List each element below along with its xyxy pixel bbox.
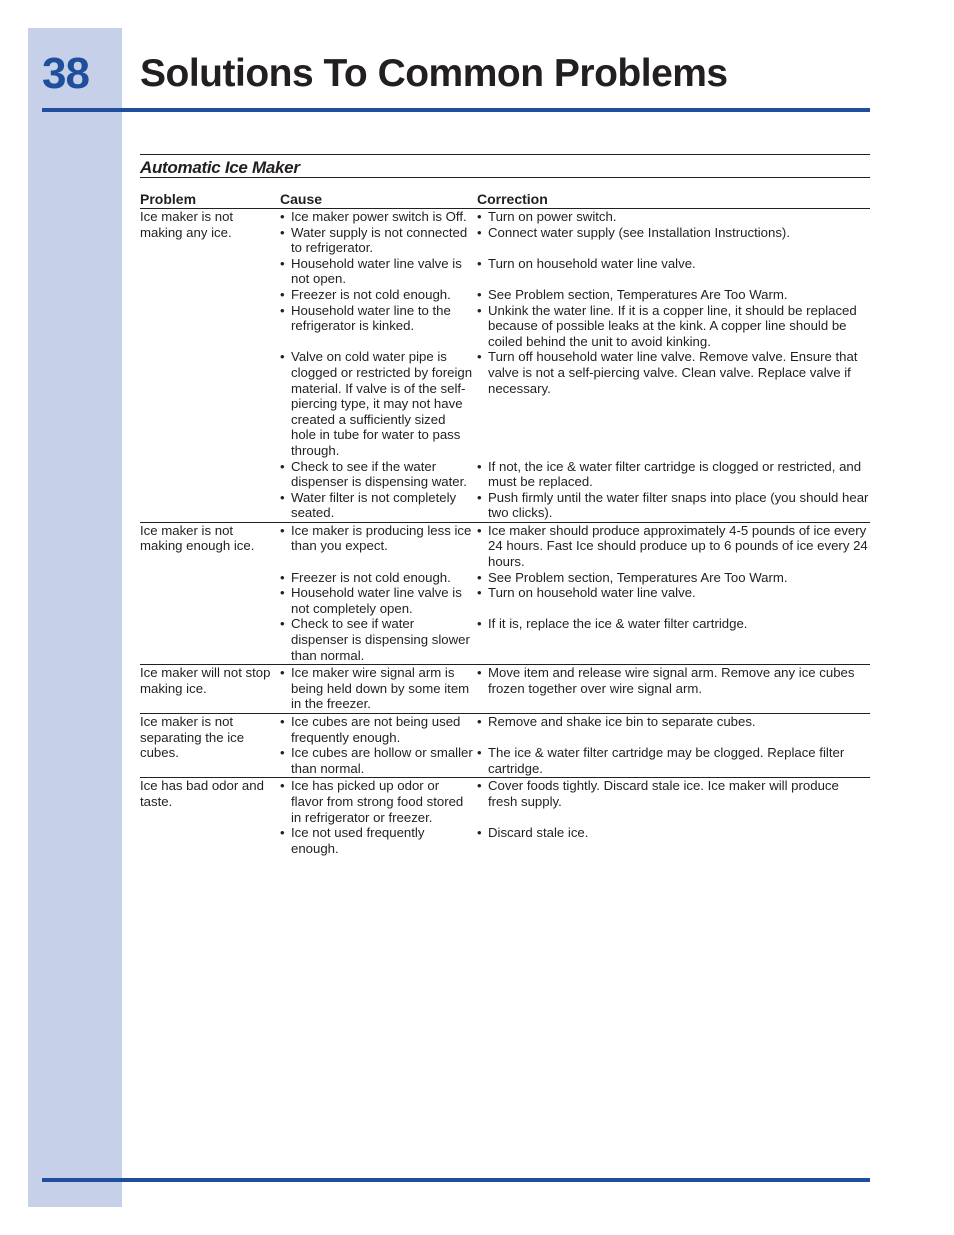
correction-text: Push firmly until the water filter snaps into place (you should hear two clicks). (488, 489, 869, 521)
problem-cell: Ice has bad odor and taste. (140, 778, 264, 809)
cause-correction-pair (140, 303, 870, 350)
cause-text: Valve on cold water pipe is clogged or restricted by foreign material. If valve is of the self-piercing type, it may not have created a sufficiently sized hole in tube for water to pass through. (291, 349, 473, 458)
bullet-icon: • (477, 349, 482, 365)
correction-text: The ice & water filter cartridge may be clogged. Replace filter cartridge. (488, 745, 845, 776)
correction-cell (477, 287, 870, 303)
cause-text: Freezer is not cold enough. (291, 569, 451, 585)
bullet-icon: • (280, 714, 285, 729)
header-rule (42, 108, 870, 112)
problem-header: Problem (140, 191, 197, 207)
cause-cell (280, 585, 477, 616)
bullet-icon: • (280, 745, 285, 761)
correction-text: Cover foods tightly. Discard stale ice. Ice maker will produce fresh supply. (488, 778, 839, 809)
cause-cell (280, 225, 477, 256)
bullet-icon: • (280, 458, 285, 474)
correction-text: Turn on household water line valve. (488, 255, 696, 271)
footer-rule (42, 1178, 870, 1182)
correction-text: Turn on power switch. (488, 209, 617, 224)
bullet-icon: • (477, 569, 482, 585)
cause-text: Check to see if the water dispenser is dispensing water. (291, 458, 467, 490)
bullet-icon: • (477, 489, 482, 505)
correction-cell (477, 303, 870, 350)
table-row (140, 209, 870, 523)
correction-cell (477, 209, 870, 225)
bullet-icon: • (477, 286, 482, 302)
cause-text: Water supply is not connected to refrigerator. (291, 224, 468, 256)
bullet-icon: • (280, 255, 285, 271)
cause-correction-pair (140, 256, 870, 287)
section-title: Automatic Ice Maker (140, 158, 300, 177)
cause-cell (280, 490, 477, 521)
cause-cell (280, 570, 477, 586)
troubleshooting-table (140, 191, 870, 857)
cause-text: Water filter is not completely seated. (291, 489, 457, 521)
bullet-icon: • (280, 522, 285, 538)
cause-text: Household water line to the refrigerator is kinked. (291, 302, 451, 334)
correction-cell (477, 256, 870, 287)
table-row (140, 523, 870, 665)
cause-correction-pair (140, 287, 870, 303)
correction-cell (477, 616, 870, 663)
bullet-icon: • (477, 745, 482, 761)
correction-cell (477, 745, 870, 776)
cause-cell (280, 714, 477, 745)
cause-text: Ice cubes are not being used frequently enough. (291, 714, 461, 745)
cause-cell (280, 256, 477, 287)
correction-cell (477, 570, 870, 586)
correction-text: Unkink the water line. If it is a copper line, it should be replaced because of possible leaks at the kink. A copper line should be coiled behind the unit to avoid kinking. (488, 302, 857, 349)
correction-text: Ice maker should produce approximately 4-5 pounds of ice every 24 hours. Fast Ice should produce up to 6 pounds of ice every 24 hours. (488, 522, 868, 570)
cause-correction-pair (140, 570, 870, 586)
cause-correction-pair (140, 616, 870, 663)
cause-text: Ice maker wire signal arm is being held down by some item in the freezer. (291, 665, 470, 712)
cause-text: Ice cubes are hollow or smaller than normal. (291, 745, 473, 776)
bullet-icon: • (477, 714, 482, 729)
bullet-icon: • (280, 825, 285, 841)
correction-text: Remove and shake ice bin to separate cubes. (488, 714, 756, 729)
page-number: 38 (42, 49, 89, 98)
table-row (140, 665, 870, 714)
bullet-icon: • (280, 209, 285, 224)
correction-text: Turn on household water line valve. (488, 585, 696, 601)
correction-cell (477, 523, 870, 570)
section-rule-bottom (140, 177, 870, 178)
bullet-icon: • (280, 489, 285, 505)
correction-text: See Problem section, Temperatures Are Too Warm. (488, 569, 788, 585)
bullet-icon: • (280, 778, 285, 794)
cause-text: Ice has picked up odor or flavor from strong food stored in refrigerator or freezer. (291, 778, 464, 825)
correction-header: Correction (477, 191, 548, 207)
bullet-icon: • (477, 302, 482, 318)
bullet-icon: • (477, 778, 482, 794)
correction-text: Turn off household water line valve. Remove valve. Ensure that valve is not a self-piercing valve. Clean valve. Replace valve if necessary. (488, 349, 858, 396)
cause-text: Freezer is not cold enough. (291, 286, 451, 302)
cause-text: Household water line valve is not open. (291, 255, 462, 287)
correction-text: If it is, replace the ice & water filter cartridge. (488, 616, 748, 632)
cause-cell (280, 303, 477, 350)
cause-text: Ice maker is producing less ice than you expect. (291, 522, 472, 554)
bullet-icon: • (280, 569, 285, 585)
correction-cell (477, 459, 870, 490)
table-row (140, 778, 870, 857)
bullet-icon: • (477, 825, 482, 841)
correction-cell (477, 585, 870, 616)
cause-header: Cause (280, 191, 323, 207)
correction-cell (477, 225, 870, 256)
table-row (140, 714, 870, 778)
cause-cell (280, 209, 477, 225)
cause-text: Household water line valve is not completely open. (291, 585, 462, 616)
table-body (140, 209, 870, 857)
correction-text: If not, the ice & water filter cartridge is clogged or restricted, and must be replaced. (488, 458, 862, 490)
cause-cell (280, 459, 477, 490)
cause-cell (280, 778, 477, 825)
problem-cell: Ice maker is not separating the ice cubes. (140, 714, 245, 761)
cause-cell (280, 349, 477, 458)
correction-cell (477, 778, 870, 825)
cause-cell (280, 665, 477, 712)
bullet-icon: • (477, 255, 482, 271)
cause-text: Ice maker power switch is Off. (291, 209, 467, 224)
bullet-icon: • (280, 286, 285, 302)
correction-cell (477, 490, 870, 521)
cause-text: Ice not used frequently enough. (291, 825, 425, 856)
bullet-icon: • (477, 224, 482, 240)
correction-cell (477, 665, 870, 712)
cause-cell (280, 523, 477, 570)
cause-correction-pair (140, 349, 870, 458)
bullet-icon: • (477, 665, 482, 681)
cause-correction-pair (140, 490, 870, 521)
table-header (140, 191, 870, 209)
bullet-icon: • (280, 302, 285, 318)
correction-text: Connect water supply (see Installation Instructions). (488, 224, 790, 240)
correction-cell (477, 825, 870, 856)
cause-text: Check to see if water dispenser is dispensing slower than normal. (291, 616, 470, 663)
correction-text: See Problem section, Temperatures Are Too Warm. (488, 286, 788, 302)
correction-text: Discard stale ice. (488, 825, 589, 841)
page-title: Solutions To Common Problems (140, 52, 728, 95)
cause-correction-pair (140, 459, 870, 490)
cause-cell (280, 825, 477, 856)
correction-cell (477, 714, 870, 745)
correction-text: Move item and release wire signal arm. Remove any ice cubes frozen together over wire signal arm. (488, 665, 855, 696)
section-rule-top (140, 154, 870, 155)
bullet-icon: • (280, 665, 285, 681)
problem-cell: Ice maker will not stop making ice. (140, 665, 271, 696)
bullet-icon: • (477, 458, 482, 474)
bullet-icon: • (280, 224, 285, 240)
page-sidebar-band (28, 28, 122, 1207)
bullet-icon: • (477, 585, 482, 601)
problem-cell: Ice maker is not making any ice. (140, 209, 234, 240)
bullet-icon: • (280, 616, 285, 632)
problem-cell: Ice maker is not making enough ice. (140, 522, 255, 554)
cause-correction-pair (140, 585, 870, 616)
cause-cell (280, 287, 477, 303)
bullet-icon: • (280, 585, 285, 601)
bullet-icon: • (477, 522, 482, 538)
cause-cell (280, 745, 477, 776)
bullet-icon: • (477, 616, 482, 632)
bullet-icon: • (280, 349, 285, 365)
cause-correction-pair (140, 825, 870, 856)
bullet-icon: • (477, 209, 482, 224)
cause-cell (280, 616, 477, 663)
correction-cell (477, 349, 870, 458)
